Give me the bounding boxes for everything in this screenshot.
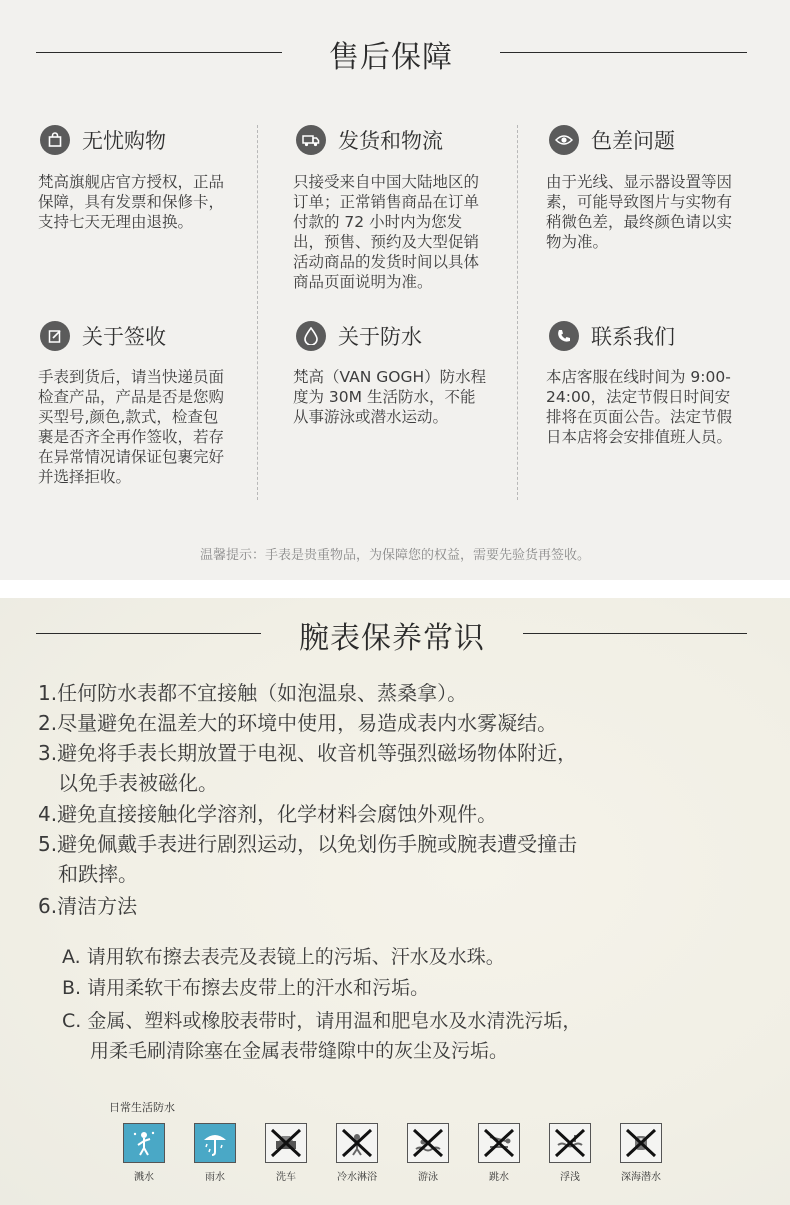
water-resistance-label: 洗车 — [276, 1172, 296, 1183]
phone-icon — [549, 321, 579, 351]
water-resistance-label: 跳水 — [489, 1172, 509, 1183]
water-resistance-label: 游泳 — [418, 1172, 438, 1183]
item-body: 本店客服在线时间为 9:00-24:00，法定节假日时间安排将在页面公告。法定节假日本店将会安排值班人员。 — [546, 368, 733, 446]
item-title: 发货和物流 — [338, 129, 443, 153]
care-tip-line: 6.清洁方法 — [38, 894, 138, 918]
truck-icon — [296, 125, 326, 155]
swimming-icon — [407, 1123, 449, 1163]
care-tip-line: 4.避免直接接触化学溶剂，化学材料会腐蚀外观件。 — [38, 802, 498, 826]
heading-rule-right — [523, 633, 747, 634]
care-tip-line: 以免手表被磁化。 — [58, 771, 218, 795]
water-resistance-label: 深海潜水 — [621, 1172, 661, 1183]
cleaning-step: C. 金属、塑料或橡胶表带时，请用温和肥皂水及水清洗污垢， — [62, 1010, 582, 1032]
item-header-contact — [549, 321, 675, 351]
care-tip-line: 3.避免将手表长期放置于电视、收音机等强烈磁场物体附近， — [38, 741, 578, 765]
section-gap — [0, 580, 790, 598]
item-title: 联系我们 — [591, 325, 675, 349]
after-sales-heading: 售后保障 — [329, 40, 453, 75]
item-title: 关于防水 — [338, 325, 422, 349]
item-body: 只接受来自中国大陆地区的订单；正常销售商品在订单付款的 72 小时内为您发出，预售、预约及大型促销活动商品的发货时间以具体商品页面说明为准。 — [293, 173, 480, 291]
splash-icon — [123, 1123, 165, 1163]
water-drop-icon — [296, 321, 326, 351]
water-resistance-item — [393, 1123, 463, 1183]
water-resistance-label: 雨水 — [205, 1172, 225, 1183]
item-header-shipping — [296, 125, 443, 155]
cleaning-step: A. 请用软布擦去表壳及表镜上的污垢、汗水及水珠。 — [62, 946, 505, 968]
after-sales-panel — [0, 0, 790, 585]
item-title: 色差问题 — [591, 129, 675, 153]
water-resistance-title: 日常生活防水 — [109, 1101, 175, 1114]
column-separator — [257, 125, 258, 500]
watch-care-heading: 腕表保养常识 — [299, 621, 485, 656]
item-body: 手表到货后，请当快递员面检查产品，产品是否是您购买型号,颜色,款式，检查包裹是否齐全再作签收，若存在异常情况请保证包裹完好并选择拒收。 — [38, 368, 225, 486]
heading-rule-left — [36, 52, 282, 53]
heading-rule-left — [36, 633, 261, 634]
diving-icon — [478, 1123, 520, 1163]
item-header-shopping — [40, 125, 166, 155]
eye-icon — [549, 125, 579, 155]
item-body: 由于光线、显示器设置等因素，可能导致图片与实物有稍微色差，最终颜色请以实物为准。 — [546, 173, 733, 251]
care-tip-line: 2.尽量避免在温差大的环境中使用，易造成表内水雾凝结。 — [38, 711, 558, 735]
water-resistance-item — [464, 1123, 534, 1183]
care-tip-line: 5.避免佩戴手表进行剧烈运动，以免划伤手腕或腕表遭受撞击 — [38, 832, 578, 856]
shopping-bag-icon — [40, 125, 70, 155]
item-title: 无忧购物 — [82, 129, 166, 153]
water-resistance-label: 浮浅 — [560, 1172, 580, 1183]
cleaning-step: B. 请用柔软干布擦去皮带上的汗水和污垢。 — [62, 977, 430, 999]
item-title: 关于签收 — [82, 325, 166, 349]
water-resistance-item — [606, 1123, 676, 1183]
rain-icon — [194, 1123, 236, 1163]
water-resistance-item — [251, 1123, 321, 1183]
water-resistance-item — [322, 1123, 392, 1183]
care-tip-line: 和跌摔。 — [58, 862, 138, 886]
water-resistance-item — [109, 1123, 179, 1183]
shower-icon — [336, 1123, 378, 1163]
water-resistance-label: 溅水 — [134, 1172, 154, 1183]
deep-sea-diving-icon — [620, 1123, 662, 1163]
care-tip-line: 1.任何防水表都不宜接触（如泡温泉、蒸桑拿）。 — [38, 681, 468, 705]
item-body: 梵高旗舰店官方授权，正品保障，具有发票和保修卡，支持七天无理由退换。 — [38, 173, 225, 231]
column-separator — [517, 125, 518, 500]
item-header-sign — [40, 321, 166, 351]
item-header-waterproof — [296, 321, 422, 351]
car-wash-icon — [265, 1123, 307, 1163]
snorkeling-icon — [549, 1123, 591, 1163]
heading-rule-right — [500, 52, 747, 53]
item-header-color — [549, 125, 675, 155]
water-resistance-label: 冷水淋浴 — [337, 1172, 377, 1183]
water-resistance-item — [535, 1123, 605, 1183]
cleaning-step: 用柔毛刷清除塞在金属表带缝隙中的灰尘及污垢。 — [90, 1040, 509, 1062]
warm-tip-note: 温馨提示：手表是贵重物品，为保障您的权益，需要先验货再签收。 — [199, 548, 590, 563]
item-body: 梵高（VAN GOGH）防水程度为 30M 生活防水，不能从事游泳或潜水运动。 — [293, 368, 487, 426]
sign-icon — [40, 321, 70, 351]
water-resistance-item — [180, 1123, 250, 1183]
